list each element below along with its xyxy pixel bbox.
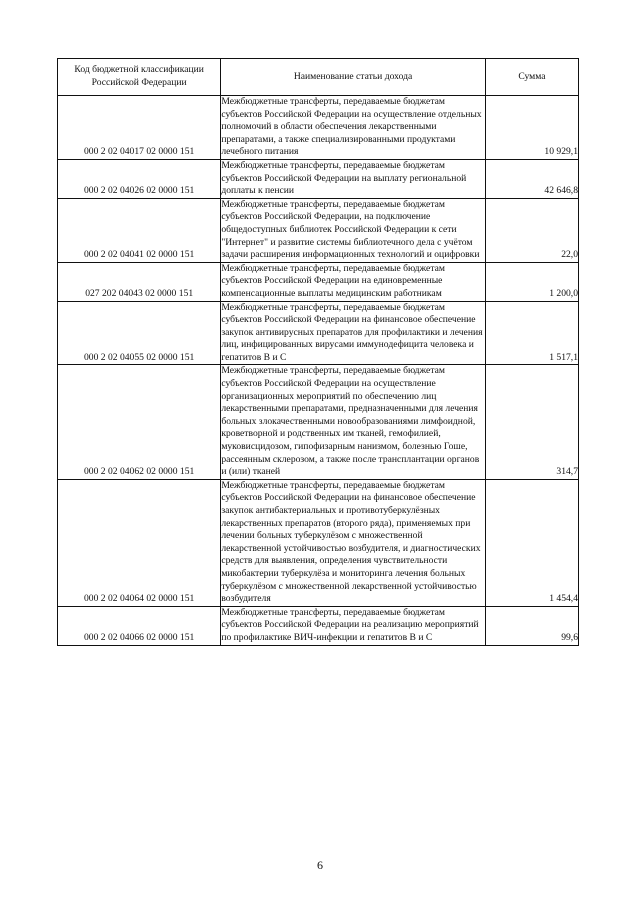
revenue-item-cell: Межбюджетные трансферты, передаваемые бюджетам субъектов Российской Федерации на финансовое обеспечение закупок антивирусных препаратов для профилактики и лечения лиц, инфицированных вирусами иммунодефицита человека и гепатитов B и C — [221, 301, 486, 365]
table-row — [58, 606, 579, 645]
amount-cell: 10 929,1 — [485, 96, 578, 160]
table-header-row — [58, 59, 579, 96]
revenue-item-cell: Межбюджетные трансферты, передаваемые бюджетам субъектов Российской Федерации на выплату региональной доплаты к пенсии — [221, 159, 486, 198]
budget-code-cell: 000 2 02 04026 02 0000 151 — [58, 159, 221, 198]
revenue-item-cell: Межбюджетные трансферты, передаваемые бюджетам субъектов Российской Федерации, на подключение общедоступных библиотек Российской Федерации к сети "Интернет" и развитие системы библиотечного дела с учётом задачи расширения информационных технологий и оцифровки — [221, 198, 486, 262]
page-number: 6 — [317, 858, 323, 872]
budget-code-cell: 000 2 02 04062 02 0000 151 — [58, 365, 221, 479]
revenue-item-cell: Межбюджетные трансферты, передаваемые бюджетам субъектов Российской Федерации на реализацию мероприятий по профилактике ВИЧ-инфекции и гепатитов B и C — [221, 606, 486, 645]
amount-cell: 314,7 — [485, 365, 578, 479]
amount-cell: 1 454,4 — [485, 479, 578, 606]
budget-code-cell: 000 2 02 04041 02 0000 151 — [58, 198, 221, 262]
budget-code-cell: 000 2 02 04055 02 0000 151 — [58, 301, 221, 365]
table-row — [58, 198, 579, 262]
revenue-table — [57, 58, 579, 646]
budget-code-cell: 027 202 04043 02 0000 151 — [58, 262, 221, 301]
budget-code-cell: 000 2 02 04066 02 0000 151 — [58, 606, 221, 645]
header-amount: Сумма — [485, 59, 578, 96]
revenue-item-cell: Межбюджетные трансферты, передаваемые бюджетам субъектов Российской Федерации на единовременные компенсационные выплаты медицинским работникам — [221, 262, 486, 301]
revenue-item-cell: Межбюджетные трансферты, передаваемые бюджетам субъектов Российской Федерации на осуществление отдельных полномочий в области обеспечения лекарственными препаратами, а также специализированными продуктами лечебного питания — [221, 96, 486, 160]
header-revenue-item: Наименование статьи дохода — [221, 59, 486, 96]
revenue-item-cell: Межбюджетные трансферты, передаваемые бюджетам субъектов Российской Федерации на финансовое обеспечение закупок антибактериальных и противотуберкулёзных лекарственных препаратов (второго ряда), применяемых при лечении больных туберкулёзом с множественной лекарственной устойчивостью возбудителя, и диагностических средств для выявления, определения чувствительности микобактерии туберкулёза и мониторинга лечения больных туберкулёзом с множественной лекарственной устойчивостью возбудителя — [221, 479, 486, 606]
table-row — [58, 96, 579, 160]
amount-cell: 1 200,0 — [485, 262, 578, 301]
table-row — [58, 365, 579, 479]
table-row — [58, 301, 579, 365]
amount-cell: 22,0 — [485, 198, 578, 262]
amount-cell: 42 646,8 — [485, 159, 578, 198]
budget-code-cell: 000 2 02 04017 02 0000 151 — [58, 96, 221, 160]
header-budget-code: Код бюджетной классификации Российской Федерации — [58, 59, 221, 96]
table-row — [58, 479, 579, 606]
amount-cell: 1 517,1 — [485, 301, 578, 365]
table-row — [58, 262, 579, 301]
budget-code-cell: 000 2 02 04064 02 0000 151 — [58, 479, 221, 606]
revenue-item-cell: Межбюджетные трансферты, передаваемые бюджетам субъектов Российской Федерации на осуществление организационных мероприятий по обеспечению лиц лекарственными препаратами, предназначенными для лечения больных злокачественными новообразованиями лимфоидной, кроветворной и родственных им тканей, гемофилией, муковисцидозом, гипофизарным нанизмом, болезнью Гоше, рассеянным склерозом, а также после трансплантации органов и (или) тканей — [221, 365, 486, 479]
table-row — [58, 159, 579, 198]
amount-cell: 99,6 — [485, 606, 578, 645]
